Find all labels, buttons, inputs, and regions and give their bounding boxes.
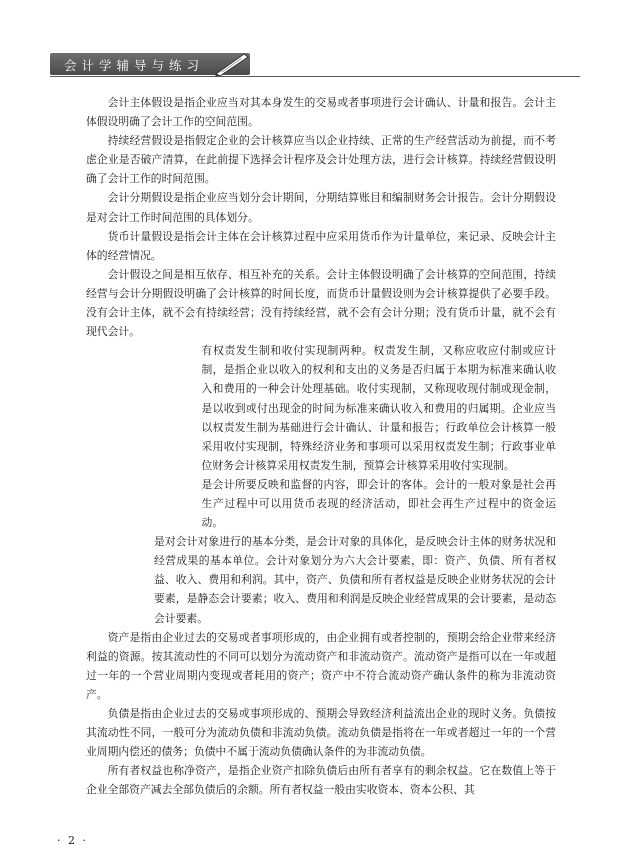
paragraph-accounting-object: 是会计所要反映和监督的内容，即会计的客体。会计的一般对象是社会再生产过程中可以用货币表现的经济活动，即社会再生产过程中的资金运动。 (201, 477, 556, 530)
paragraph-owners-equity: 所有者权益也称净资产，是指企业资产扣除负债后由所有者享有的剩余权益。它在数值上等于企业全部资产减去全部负债后的余额。所有者权益一般由实收资本、资本公积、其 (86, 764, 556, 797)
paragraph-accounting-basis: 有权责发生制和收付实现制两种。权责发生制，又称应收应付制或应计制，是指企业以收入的权利和支出的义务是否归属于本期为标准来确认收入和费用的一种会计处理基础。收付实现制，又称现收现付制或现金制，是以收到或付出现金的时间为标准来确认收入和费用的归属期。企业应当以权责发生制为基础进行会计确认、计量和报告；行政单位会计核算一般采用收付实现制，特殊经济业务和事项可以采用权责发生制；行政事业单位财务会计核算采用权责发生制，预算会计核算采用收付实现制。 (201, 344, 556, 472)
paragraph-monetary-unit: 货币计量假设是指会计主体在会计核算过程中应采用货币作为计量单位，来记录、反映会计主体的经营情况。 (86, 229, 556, 262)
page-number: · 2 · (57, 834, 88, 847)
header-rule (50, 76, 580, 77)
paragraph-assets: 资产是指由企业过去的交易或者事项形成的，由企业拥有或者控制的，预期会给企业带来经济利益的资源。按其流动性的不同可以划分为流动资产和非流动资产。流动资产是指可以在一年或超过一年的一个营业周期内变现或者耗用的资产；资产中不符合流动资产确认条件的称为非流动资产。 (86, 630, 556, 701)
pen-icon (214, 48, 250, 78)
paragraph-accounting-elements: 是对会计对象进行的基本分类，是会计对象的具体化，是反映会计主体的财务状况和经营成果的基本单位。会计对象划分为六大会计要素，即：资产、负债、所有者权益、收入、费用和利润。其中，资产、负债和所有者权益是反映企业财务状况的会计要素，是静态会计要素；收入、费用和利润是反映企业经营成果的会计要素，是动态会计要素。 (154, 535, 556, 625)
paragraph-assumptions-relation: 会计假设之间是相互依存、相互补充的关系。会计主体假设明确了会计核算的空间范围，持续经营与会计分期假设明确了会计核算的时间长度，而货币计量假设则为会计核算提供了必要手段。没有会计主体，就不会有持续经营；没有持续经营，就不会有会计分期；没有货币计量，就不会有现代会计。 (86, 267, 556, 339)
paragraph-entity-assumption: 会计主体假设是指企业应当对其本身发生的交易或者事项进行会计确认、计量和报告。会计主体假设明确了会计工作的空间范围。 (86, 96, 556, 129)
paragraph-going-concern: 持续经营假设是指假定企业的会计核算应当以企业持续、正常的生产经营活动为前提，而不考虑企业是否破产清算，在此前提下选择会计程序及会计处理方法，进行会计核算。持续经营假设明确了会计工作的时间范围。 (86, 134, 556, 186)
paragraph-accounting-period: 会计分期假设是指企业应当划分会计期间，分期结算账目和编制财务会计报告。会计分期假设是对会计工作时间范围的具体划分。 (86, 191, 556, 224)
paragraph-liabilities: 负债是指由企业过去的交易或事项形成的、预期会导致经济利益流出企业的现时义务。负债按其流动性不同，一般可分为流动负债和非流动负债。流动负债是指将在一年或者超过一年的一个营业周期内偿还的债务；负债中不属于流动负债确认条件的为非流动负债。 (86, 707, 556, 759)
running-header-title: 会计学辅导与练习 (64, 58, 205, 73)
body-text (86, 93, 556, 799)
